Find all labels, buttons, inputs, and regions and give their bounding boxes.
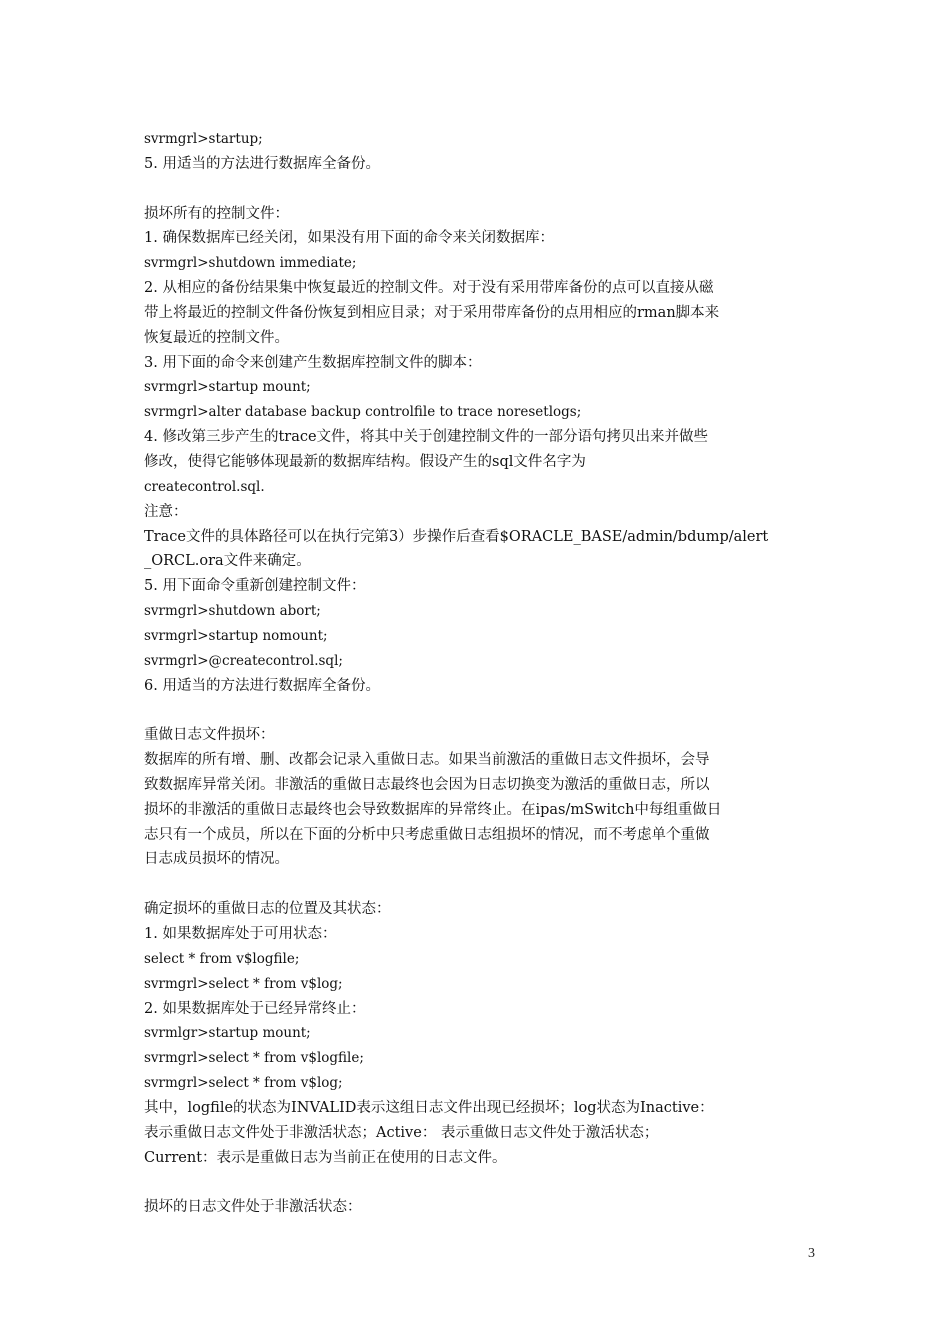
- text-line: 数据库的所有增、删、改都会记录入重做日志。如果当前激活的重做日志文件损坏，会导: [144, 752, 710, 769]
- code-line: svrmgrl>startup;: [144, 131, 263, 147]
- text-line: 其中，logfile的状态为INVALID表示这组日志文件出现已经损坏；log状态为Inactive：: [144, 1099, 714, 1116]
- text-line: 损坏的非激活的重做日志最终也会导致数据库的异常终止。在ipas/mSwitch中每组重做日: [144, 801, 722, 818]
- text-line: 2. 如果数据库处于已经异常终止：: [144, 1000, 366, 1017]
- text-line: 注意：: [144, 503, 188, 520]
- text-line: 修改，使得它能够体现最新的数据库结构。假设产生的sql文件名字为: [144, 453, 586, 470]
- text-line: 带上将最近的控制文件备份恢复到相应目录；对于采用带库备份的点用相应的rman脚本来: [144, 304, 720, 321]
- text-line: 4. 修改第三步产生的trace文件，将其中关于创建控制文件的一部分语句拷贝出来并做些: [144, 429, 709, 446]
- code-line: svrmgrl>startup mount;: [144, 379, 311, 396]
- blank-line: [144, 1170, 824, 1195]
- text-line: 表示重做日志文件处于非激活状态；Active： 表示重做日志文件处于激活状态；: [144, 1124, 659, 1141]
- text-line: 重做日志文件损坏：: [144, 727, 275, 744]
- code-line: svrmlgr>startup mount;: [144, 1025, 311, 1042]
- text-line: Current：表示是重做日志为当前正在使用的日志文件。: [144, 1149, 507, 1166]
- page-number: 3: [808, 1246, 815, 1261]
- text-line: Trace文件的具体路径可以在执行完第3）步操作后查看$ORACLE_BASE/admin/bdump/alert: [144, 528, 769, 545]
- text-line: 5. 用适当的方法进行数据库全备份。: [144, 155, 380, 172]
- code-line: createcontrol.sql.: [144, 478, 265, 495]
- text-line: 2. 从相应的备份结果集中恢复最近的控制文件。对于没有采用带库备份的点可以直接从磁: [144, 280, 714, 297]
- text-line: 志只有一个成员，所以在下面的分析中只考虑重做日志组损坏的情况，而不考虑单个重做: [144, 826, 710, 843]
- text-line: 日志成员损坏的情况。: [144, 851, 289, 868]
- text-line: 损坏所有的控制文件：: [144, 205, 289, 222]
- text-line: 6. 用适当的方法进行数据库全备份。: [144, 677, 380, 694]
- text-line: 致数据库异常关闭。非激活的重做日志最终也会因为日志切换变为激活的重做日志，所以: [144, 776, 710, 793]
- code-line: svrmgrl>select * from v$logfile;: [144, 1050, 364, 1067]
- code-line: select * from v$logfile;: [144, 950, 300, 967]
- code-line: svrmgrl>@createcontrol.sql;: [144, 652, 343, 669]
- text-line: 1. 确保数据库已经关闭，如果没有用下面的命令来关闭数据库：: [144, 230, 554, 247]
- text-line: 1. 如果数据库处于可用状态：: [144, 926, 337, 942]
- code-line: svrmgrl>select * from v$log;: [144, 975, 343, 992]
- blank-line: [144, 177, 824, 202]
- code-line: svrmgrl>alter database backup controlfile to trace noresetlogs;: [144, 404, 582, 421]
- blank-line: [144, 872, 824, 897]
- text-line: _ORCL.ora文件来确定。: [144, 553, 311, 570]
- code-line: svrmgrl>startup nomount;: [144, 627, 328, 644]
- text-line: 确定损坏的重做日志的位置及其状态：: [144, 901, 391, 918]
- text-line: 3. 用下面的命令来创建产生数据库控制文件的脚本：: [144, 354, 482, 371]
- code-line: svrmgrl>select * from v$log;: [144, 1075, 343, 1092]
- text-line: 5. 用下面命令重新创建控制文件：: [144, 578, 366, 595]
- code-line: svrmgrl>shutdown abort;: [144, 603, 321, 620]
- text-line: 损坏的日志文件处于非激活状态：: [144, 1199, 362, 1216]
- document-body: [144, 127, 824, 1220]
- blank-line: [144, 698, 824, 723]
- code-line: svrmgrl>shutdown immediate;: [144, 255, 357, 272]
- text-line: 恢复最近的控制文件。: [144, 329, 289, 346]
